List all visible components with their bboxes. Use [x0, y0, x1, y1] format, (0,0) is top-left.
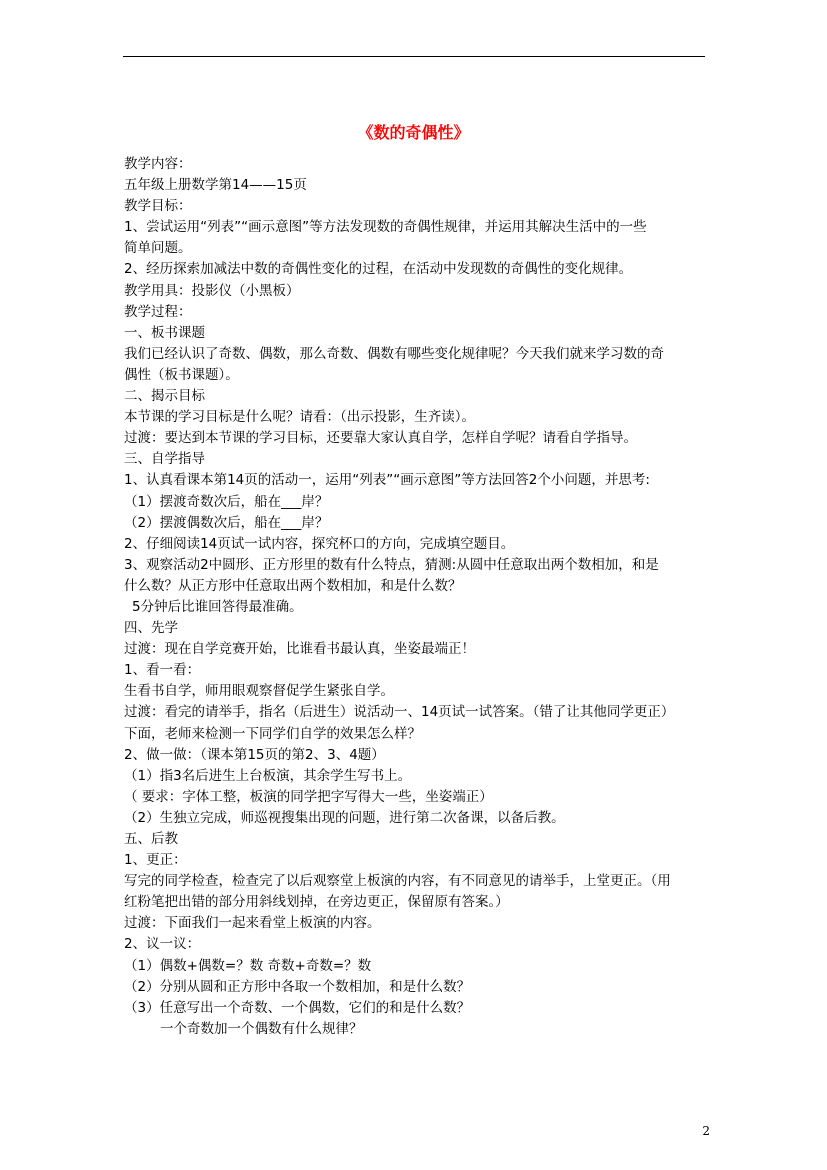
- section-heading: 一、板书课题: [124, 324, 205, 341]
- section-heading: 五、后教: [124, 831, 178, 847]
- section-heading: 四、先学: [124, 620, 178, 637]
- text-line: 2、议一议：: [124, 936, 201, 953]
- text-line: （2）生独立完成，师巡视搜集出现的问题，进行第二次备课，以备后教。: [124, 809, 565, 826]
- text-line: 2、经历探索加减法中数的奇偶性变化的过程，在活动中发现数的奇偶性的变化规律。: [124, 261, 633, 278]
- text-line: 教学目标：: [124, 198, 192, 215]
- text-line: （1）指3名后进生上台板演，其余学生写书上。: [124, 767, 412, 784]
- text-line: 什么数？从正方形中任意取出两个数相加，和是什么数？: [124, 577, 462, 594]
- text-line: 红粉笔把出错的部分用斜线划掉，在旁边更正，保留原有答案。）: [124, 894, 509, 911]
- text-line: 3、观察活动2中圆形、正方形里的数有什么特点，猜测:从圆中任意取出两个数相加，和是: [124, 556, 659, 573]
- text-line: （1）摆渡奇数次后，船在___岸？: [124, 493, 329, 510]
- text-line: 五年级上册数学第14——15页: [124, 177, 307, 194]
- text-line: 简单问题。: [124, 240, 192, 257]
- section-heading: 二、揭示目标: [124, 388, 205, 405]
- text-line: 1、认真看课本第14页的活动一，运用“列表”“画示意图”等方法回答2个小问题，并思考:: [124, 472, 650, 489]
- text-line: 生看书自学，师用眼观察督促学生紧张自学。: [124, 683, 394, 700]
- text-line: 过渡：下面我们一起来看堂上板演的内容。: [124, 915, 381, 932]
- text-line: （2）分别从圆和正方形中各取一个数相加，和是什么数？: [124, 978, 471, 995]
- text-line: 2、仔细阅读14页试一试内容，探究杯口的方向，完成填空题目。: [124, 535, 515, 552]
- text-line: 一个奇数加一个偶数有什么规律？: [160, 1020, 363, 1037]
- text-line: （3）任意写出一个奇数、一个偶数，它们的和是什么数？: [124, 999, 471, 1016]
- text-line: 教学用具：投影仪（小黑板）: [124, 282, 300, 299]
- text-line: 写完的同学检查，检查完了以后观察堂上板演的内容，有不同意见的请举手，上堂更正。（用: [124, 873, 671, 890]
- text-line: （1）偶数+偶数=？数 奇数+奇数=？数: [124, 957, 372, 974]
- text-line: 我们已经认识了奇数、偶数，那么奇数、偶数有哪些变化规律呢？今天我们就来学习数的奇: [124, 345, 664, 362]
- header-rule: [123, 56, 705, 57]
- text-line: 过渡：要达到本节课的学习目标，还要靠大家认真自学，怎样自学呢？请看自学指导。: [124, 430, 637, 447]
- text-line: 偶性（板书课题）。: [124, 366, 239, 383]
- text-line: 本节课的学习目标是什么呢？请看：（出示投影，生齐读）。: [124, 409, 475, 426]
- text-line: 教学过程：: [124, 303, 192, 320]
- text-line: 5分钟后比谁回答得最准确。: [132, 598, 303, 615]
- text-line: 2、做一做：（课本第15页的第2、3、4题）: [124, 746, 385, 763]
- text-line: 教学内容：: [124, 156, 192, 172]
- text-line: 过渡：现在自学竞赛开始，比谁看书最认真，坐姿最端正！: [124, 641, 475, 658]
- document-body: [124, 154, 706, 1040]
- text-line: （ 要求：字体工整，板演的同学把字写得大一些，坐姿端正）: [124, 788, 493, 805]
- text-line: 下面，老师来检测一下同学们自学的效果怎么样？: [124, 725, 421, 742]
- document-title: 《数的奇偶性》: [357, 123, 470, 142]
- section-heading: 三、自学指导: [124, 451, 205, 468]
- text-line: 1、看一看：: [124, 662, 201, 679]
- text-line: 过渡：看完的请举手，指名（后进生）说活动一、14页试一试答案。（错了让其他同学更正）: [124, 704, 675, 721]
- text-line: （2）摆渡偶数次后，船在___岸？: [124, 514, 329, 531]
- page-number: 2: [702, 1124, 710, 1138]
- text-line: 1、更正：: [124, 852, 187, 869]
- text-line: 1、尝试运用“列表”“画示意图”等方法发现数的奇偶性规律，并运用其解决生活中的一些: [124, 219, 647, 236]
